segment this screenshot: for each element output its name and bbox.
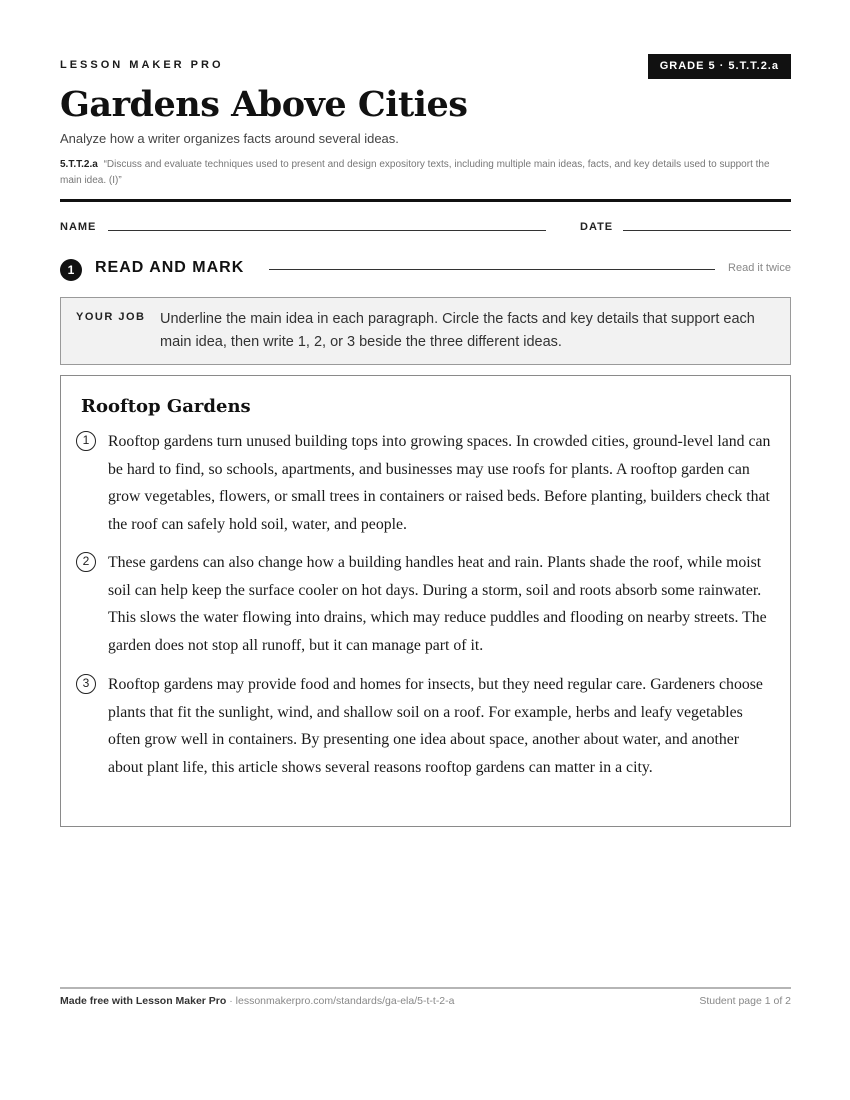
instructions-label: YOUR JOB — [76, 311, 146, 323]
standard-code: 5.T.T.2.a — [60, 159, 98, 170]
paragraph-1: Rooftop gardens turn unused building tops into growing spaces. In crowded cities, ground-level land can be hard to find, so schools, apartments, and businesses may use roofs for plants. A rooftop garden can grow vegetables, flowers, or small trees in containers or raised beds. Before planting, builders check that the roof can safely hold soil, water, and people. — [108, 433, 771, 533]
name-label: NAME — [60, 221, 97, 233]
page-subtitle: Analyze how a writer organizes facts around several ideas. — [60, 131, 399, 146]
footer-made-with: Made free with Lesson Maker Pro — [60, 995, 227, 1007]
instructions-box — [60, 297, 791, 365]
header-divider — [60, 199, 791, 202]
brand-name: LESSON MAKER PRO — [60, 59, 224, 71]
paragraph-number-3: 3 — [76, 674, 96, 694]
page-title: Gardens Above Cities — [60, 84, 468, 125]
worksheet-page — [60, 0, 791, 1100]
date-label: DATE — [580, 221, 614, 233]
paragraph-2: These gardens can also change how a building handles heat and rain. Plants shade the roof, while moist soil can help keep the surface cooler on hot days. During a storm, soil and roots absorb some rainwater. This slows the water flowing into drains, which may reduce puddles and flooding on nearby streets. The garden does not stop all runoff, but it can manage part of it. — [108, 554, 767, 654]
footer-divider — [60, 987, 791, 989]
paragraph-number-1: 1 — [76, 431, 96, 451]
section-title: READ AND MARK — [95, 259, 245, 276]
article-box — [60, 375, 791, 827]
footer-url[interactable]: · lessonmakerpro.com/standards/ga-ela/5-t-t-2-a — [226, 995, 455, 1007]
section-divider — [269, 269, 715, 270]
article-title: Rooftop Gardens — [81, 396, 251, 417]
instructions-text: Underline the main idea in each paragraph. Circle the facts and key details that support each main idea, then write 1, 2, or 3 beside the three different ideas. — [160, 311, 755, 350]
name-field-line[interactable] — [108, 230, 546, 231]
paragraph-3: Rooftop gardens may provide food and homes for insects, but they need regular care. Gardeners choose plants that fit the sunlight, wind, and shallow soil on a roof. For example, herbs and leafy vegetables often grow well in containers. By presenting one idea about space, another about water, and another about plant life, this article shows several reasons rooftop gardens can matter in a city. — [108, 676, 763, 776]
footer-page-number: Student page 1 of 2 — [699, 995, 791, 1007]
section-note: Read it twice — [728, 262, 791, 274]
footer-credit — [60, 995, 455, 1007]
standard-description — [60, 157, 780, 189]
date-field-line[interactable] — [623, 230, 791, 231]
paragraph-number-2: 2 — [76, 552, 96, 572]
section-number-badge: 1 — [60, 259, 82, 281]
grade-badge: GRADE 5 · 5.T.T.2.a — [648, 54, 791, 79]
standard-text: “Discuss and evaluate techniques used to present and design expository texts, including multiple main ideas, facts, and key details used to support the main idea. (I)” — [60, 159, 770, 186]
